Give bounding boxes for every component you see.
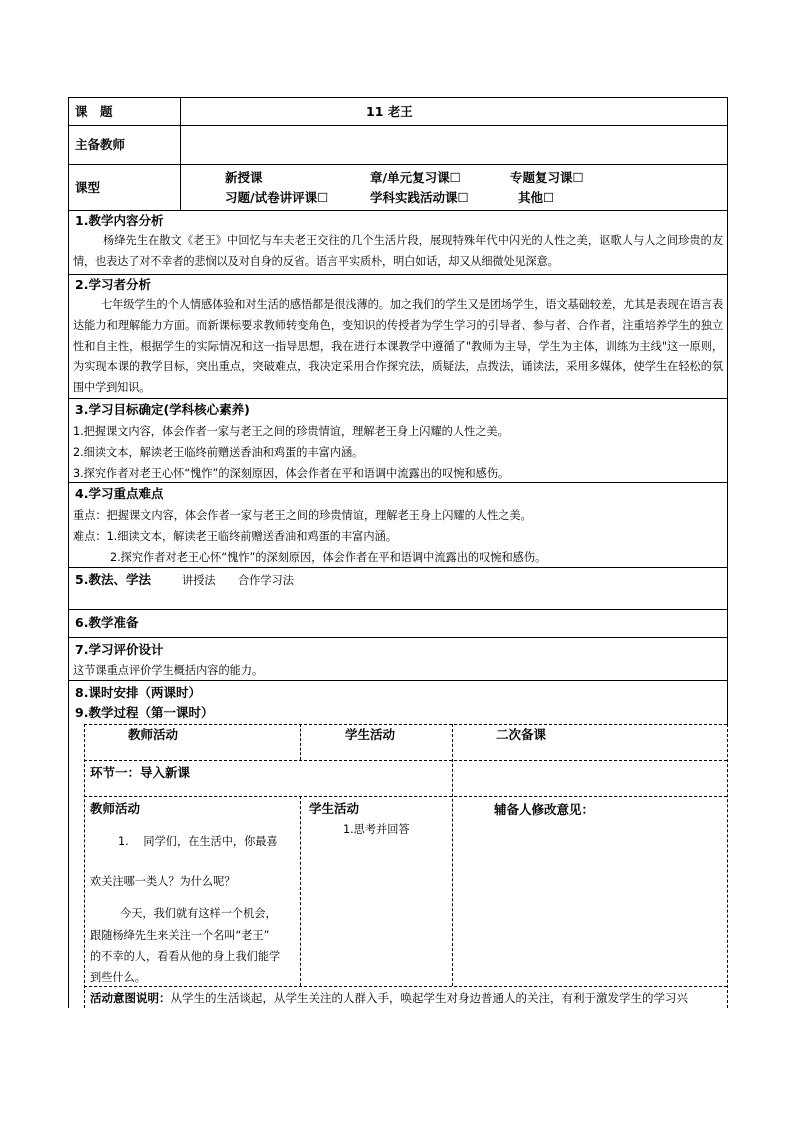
process-left-border: [84, 724, 85, 1008]
section-title: 1.教学内容分析: [75, 213, 164, 228]
row-divider: [68, 609, 727, 610]
process-col-divider: [300, 724, 301, 760]
process-row-divider: [84, 760, 727, 761]
table-right-border: [727, 97, 728, 724]
section-body: 杨绛先生在散文《老王》中回忆与车夫老王交往的几个生活片段，展现特殊年代中闪光的人性之美，讴歌人与人之间珍贵的友情，也表达了对不幸者的悲悯以及对自身的反省。语言平实质朴，明白如话，却又从细微处见深意。: [73, 234, 723, 268]
row-divider: [68, 482, 727, 483]
section-title: 4.学习重点难点: [75, 486, 164, 501]
section-body: 七年级学生的个人情感体验和对生活的感悟都是很浅薄的。加之我们的学生又是团场学生，语文基础较差，尤其是表现在语言表达能力和理解能力方面。而新课标要求教师转变角色，变知识的传授者为学生学习的引导者、参与者、合作者，注重培养学生的独立性和自主性，根据学生的实际情况和这一指导思想，我在进行本课教学中遵循了"教师为主导，学生为主体，训练为主线"这一原则，为实现本课的教学目标，突出重点，突破难点，我决定采用合作探究法，质疑法，点拨法，诵读法，采用多媒体，使学生在轻松的氛围中学到知识。: [73, 298, 723, 395]
teacher-label: 主备教师: [75, 137, 126, 152]
process-row-divider: [84, 796, 727, 797]
teacher-activity-text: 到些什么。: [90, 971, 146, 984]
objective-item: 2.细读文本，解读老王临终前赠送香油和鸡蛋的丰富内涵。: [73, 446, 364, 459]
row-divider: [68, 637, 727, 638]
section-title: 2.学习者分析: [75, 277, 151, 292]
row-divider: [68, 125, 727, 126]
teacher-activity-text: 欢关注哪一类人？为什么呢？: [90, 875, 236, 888]
course-title: 11 老王: [366, 104, 413, 119]
process-col-divider: [452, 724, 453, 986]
row-divider: [68, 164, 727, 165]
process-col-divider: [300, 796, 301, 986]
activity-intent: [90, 990, 727, 1006]
student-activity-text: 1.思考并回答: [343, 823, 410, 836]
section-title: 9.教学过程（第一课时）: [75, 705, 214, 720]
teacher-activity-label: 教师活动: [90, 801, 141, 816]
lesson-type-exercise: 习题/试卷讲评课☐: [225, 190, 329, 205]
process-right-border: [727, 724, 728, 1008]
section-title: 5.教法、学法: [75, 572, 151, 587]
section-body: 这节课重点评价学生概括内容的能力。: [73, 664, 264, 677]
process-col-student: 学生活动: [345, 727, 396, 742]
lesson-type-new: 新授课: [225, 170, 263, 185]
process-step-title: 环节一：导入新课: [90, 765, 191, 780]
process-table-border: [84, 724, 727, 725]
course-label: 课 题: [75, 104, 113, 119]
section-title: 3.学习目标确定(学科核心素养): [75, 402, 250, 417]
lesson-type-practice: 学科实践活动课☐: [370, 190, 469, 205]
row-divider: [68, 680, 727, 681]
teacher-activity-text: 跟随杨绛先生来关注一个名叫“老王”: [90, 929, 270, 942]
table-left-border: [68, 97, 69, 1008]
table-top-border: [68, 97, 727, 98]
row-divider: [68, 210, 727, 211]
difficulty-item: 2.探究作者对老王心怀“愧怍”的深刻原因，体会作者在平和语调中流露出的叹惋和感伤。: [110, 551, 547, 564]
teaching-methods: 讲授法 合作学习法: [182, 574, 294, 587]
lesson-type-label: 课型: [75, 180, 101, 195]
lesson-type-unit-review: 章/单元复习课☐: [370, 170, 461, 185]
process-col-teacher: 教师活动: [128, 727, 179, 742]
lesson-type-other: 其他☐: [518, 190, 555, 205]
row-divider: [68, 274, 727, 275]
label-column-divider: [180, 97, 181, 210]
teacher-activity-text: 1. 同学们，在生活中，你最喜: [118, 835, 278, 848]
process-col-second-prep: 二次备课: [496, 727, 547, 742]
difficulty-item: 难点：1.细读文本，解读老王临终前赠送香油和鸡蛋的丰富内涵。: [73, 530, 397, 543]
teacher-activity-text: 的不幸的人，看看从他的身上我们能学: [90, 950, 281, 963]
objective-item: 3.探究作者对老王心怀“愧怍”的深刻原因，体会作者在平和语调中流露出的叹惋和感伤。: [73, 467, 510, 480]
activity-intent-text: 活动意图说明：从学生的生活谈起，从学生关注的人群入手，唤起学生对身边普通人的关注，有利于激发学生的学习兴: [90, 991, 688, 1005]
lesson-type-topic-review: 专题复习课☐: [510, 170, 584, 185]
assistant-comments-label: 辅备人修改意见：: [494, 802, 595, 817]
section-title: 6.教学准备: [75, 615, 139, 630]
objective-item: 1.把握课文内容，体会作者一家与老王之间的珍贵情谊，理解老王身上闪耀的人性之美。: [73, 425, 509, 438]
section-title: 8.课时安排（两课时）: [75, 685, 201, 700]
process-row-divider: [84, 986, 727, 987]
row-divider: [68, 567, 727, 568]
student-activity-label: 学生活动: [309, 801, 360, 816]
key-point: 重点：把握课文内容，体会作者一家与老王之间的珍贵情谊，理解老王身上闪耀的人性之美。: [73, 509, 532, 522]
teacher-activity-text: 今天，我们就有这样一个机会，: [120, 907, 277, 920]
section-title: 7.学习评价设计: [75, 642, 164, 657]
